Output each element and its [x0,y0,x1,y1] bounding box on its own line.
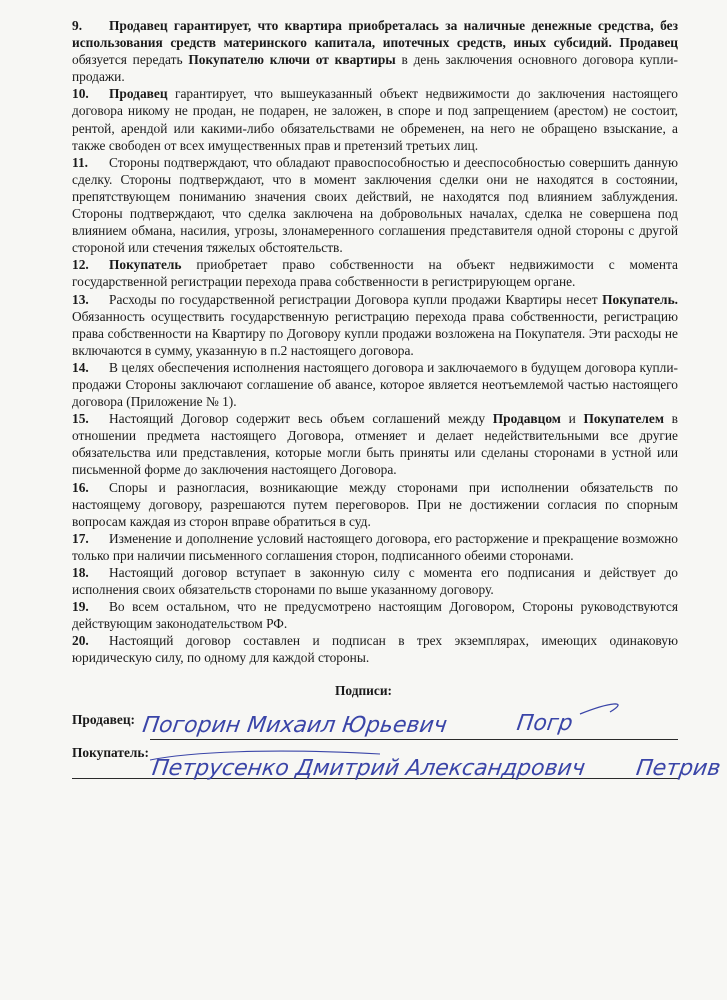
clause-text: Продавец гарантирует, что квартира приобреталась за наличные денежные средства, без использования средств материнского капитала, ипотечных средств, иных субсидий. [72,18,678,51]
buyer-handwritten-signature [150,742,727,786]
clause-19 [72,598,678,632]
clause-text: Стороны подтверждают, что обладают правоспособностью и дееспособностью совершить данную сделку. Стороны подтверждают, что в момент заключения сделки они не находятся в состоянии, препятствующем пониманию значения своих действий, не находятся под влиянием заблуждения. Стороны подтверждают, что сделка заключена на добровольных началах, сделка не совершена под влиянием обмана, насилия, угрозы, злонамеренного соглашения представителя одной стороны с другой стороной или стечения тяжелых обстоятельств. [72,154,678,256]
signatures-title: Подписи: [334,683,393,698]
clause-text: Продавец [619,35,678,51]
clause-9 [72,17,678,85]
clause-text: В целях обеспечения исполнения настоящего договора и заключаемого в будущем договора купли-продажи Стороны заключают соглашение об авансе, которое является неотъемлемой частью настоящего договора (Приложение № 1). [72,359,678,410]
clause-text: и [560,411,584,427]
clause-text: Настоящий Договор содержит весь объем соглашений между [109,411,493,427]
buyer-handwritten-mark: Петрив [634,755,723,781]
clause-10 [72,85,678,153]
clause-number: 12. [72,257,89,273]
clause-text: Покупатель. [602,291,678,307]
clause-text: Настоящий договор вступает в законную силу с момента его подписания и действует до исполнения своих обязательств сторонами по выше указанному договору. [72,565,678,598]
buyer-label: Покупатель: [72,745,149,760]
clause-text: в день заключения основного договора купли-продажи. [72,52,678,85]
clause-text: Покупателем [583,411,664,427]
clause-text: Продавец [109,86,168,102]
seller-handwritten-mark: Погр [515,710,575,736]
clause-text: гарантирует, что вышеуказанный объект недвижимости до заключения настоящего договора никому не продан, не подарен, не заложен, в споре и под запрещением (арестом) не состоит, рентой, арендой или какими-либо обязательствами не обременен, на него не обращено взыскание, а также свободен от всех имущественных прав и претензий третьих лиц. [72,86,678,153]
clause-15 [72,410,678,478]
clause-text: в отношении предмета настоящего Договора, отменяет и делает недействительными все другие обязательства или представления, которые могли быть приняты или сделаны сторонами в устной или письменной форме до заключения настоящего Договора. [72,411,679,478]
buyer-handwritten-name: Петрусенко Дмитрий Александрович [150,755,587,781]
clause-number: 13. [72,291,89,307]
clause-number: 20. [72,633,89,649]
clause-number: 9. [72,18,83,33]
clause-number: 11. [72,154,88,170]
clause-11 [72,154,678,257]
clause-text: Покупателю ключи от квартиры [188,52,396,68]
clause-number: 17. [72,530,89,546]
clause-text: Изменение и дополнение условий настоящего договора, его расторжение и прекращение возможно только при наличии письменного соглашения сторон, подписанного обеими сторонами. [72,530,678,563]
clause-12 [72,256,678,290]
clause-number: 18. [72,565,89,580]
clause-text: обязуется передать [72,52,189,68]
clause-number: 16. [72,479,89,495]
clause-number: 15. [72,411,89,427]
seller-handwritten-name: Погорин Михаил Юрьевич [140,712,449,738]
clause-text: Обязанность осуществить государственную регистрацию перехода права собственности, регистрацию права собственности на Квартиру по Договору купли продажи возложена на Покупателя. Эти расходы не включаются в сумму, указанную в п.2 настоящего договора. [72,308,678,358]
clause-text: приобретает право собственности на объект недвижимости с момента государственной регистрации перехода права собственности в регистрирующем органе. [72,257,678,290]
clause-18 [72,564,678,598]
clause-16 [72,479,678,530]
clause-text: Споры и разногласия, возникающие между сторонами при исполнении обязательств по настоящему договору, разрешаются путем переговоров. При не достижении согласия по спорным вопросам каждая из сторон вправе обратиться в суд. [72,479,678,529]
clause-text: Продавцом [492,411,561,427]
seller-label: Продавец: [72,712,135,727]
clause-number: 19. [72,599,89,615]
clause-number: 14. [72,359,89,375]
clause-13 [72,291,678,359]
clause-17 [72,530,678,564]
contract-clauses [72,17,678,667]
clause-text: Во всем остальном, что не предусмотрено настоящим Договором, Стороны руководствуются действующим законодательством РФ. [72,599,678,632]
clause-14 [72,359,678,410]
clause-text: Расходы по государственной регистрации Договора купли продажи Квартиры несет [109,291,603,307]
seller-handwritten-signature [140,702,700,742]
clause-text: Настоящий договор составлен и подписан в трех экземплярах, имеющих одинаковую юридическую силу, по одному для каждой стороны. [72,633,678,666]
clause-text: Покупатель [109,257,182,273]
clause-20 [72,632,678,666]
clause-number: 10. [72,86,89,102]
